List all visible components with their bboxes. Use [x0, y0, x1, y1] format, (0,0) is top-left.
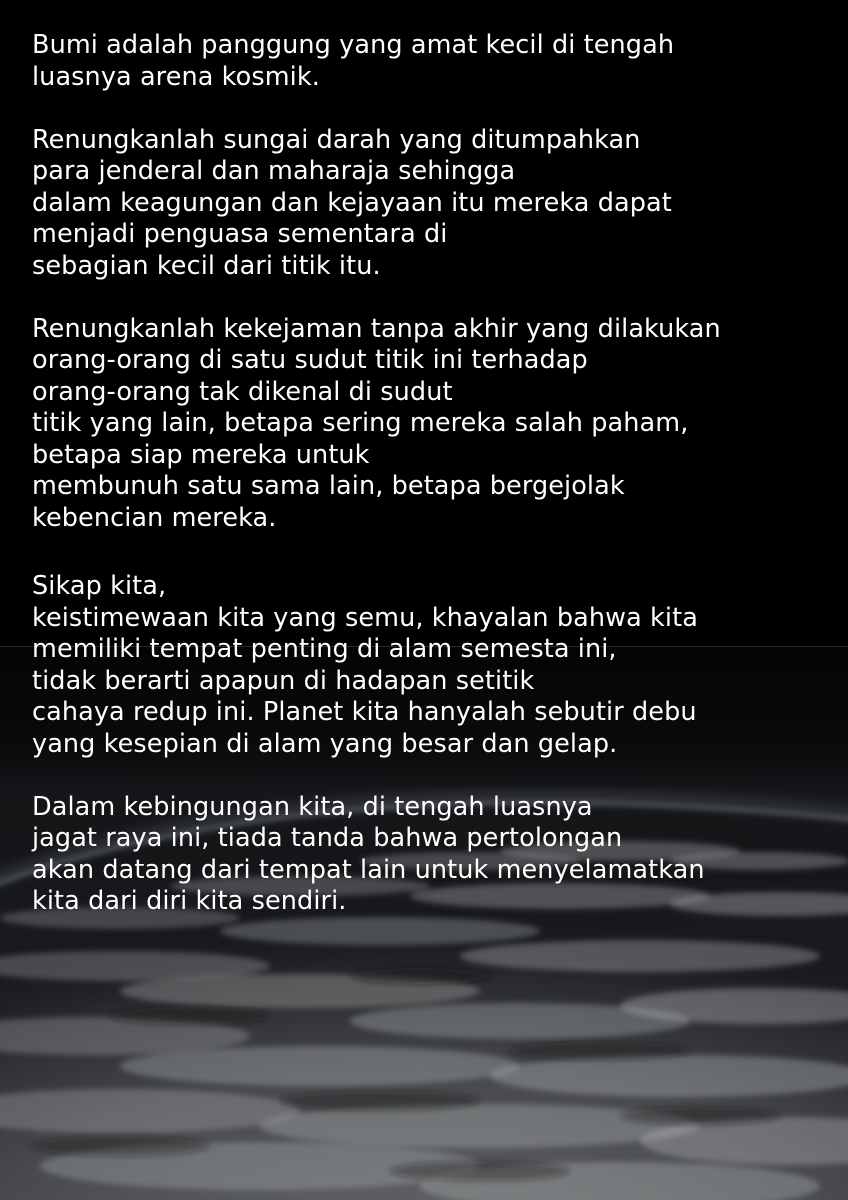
text-line: keistimewaan kita yang semu, khayalan bahwa kita — [32, 602, 698, 633]
text-line: memiliki tempat penting di alam semesta ini, — [32, 634, 617, 664]
text-line: para jenderal dan maharaja sehingga — [32, 156, 516, 186]
text-line: dalam keagungan dan kejayaan itu mereka dapat — [32, 187, 672, 218]
text-line: menjadi penguasa sementara di — [32, 219, 448, 249]
paragraph-1 — [32, 30, 832, 93]
text-line: jagat raya ini, tiada tanda bahwa pertolongan — [32, 823, 623, 853]
text-line: kita dari diri kita sendiri. — [32, 886, 347, 916]
text-line: luasnya arena kosmik. — [32, 61, 320, 92]
text-line: Sikap kita, — [32, 571, 167, 601]
text-line: Bumi adalah panggung yang amat kecil di tengah — [32, 30, 675, 60]
text-line: orang-orang di satu sudut titik ini terhadap — [32, 345, 588, 375]
text-line: akan datang dari tempat lain untuk menyelamatkan — [32, 854, 705, 885]
paragraph-5 — [32, 792, 832, 918]
text-line: Renungkanlah kekejaman tanpa akhir yang dilakukan — [32, 313, 721, 344]
text-line: titik yang lain, betapa sering mereka salah paham, — [32, 408, 689, 438]
text-line: cahaya redup ini. Planet kita hanyalah sebutir debu — [32, 697, 697, 727]
text-line: yang kesepian di alam yang besar dan gelap. — [32, 728, 618, 759]
text-line: kebencian mereka. — [32, 502, 277, 533]
text-line: tidak berarti apapun di hadapan setitik — [32, 665, 535, 696]
text-line: Renungkanlah sungai darah yang ditumpahkan — [32, 124, 641, 155]
text-line: betapa siap mereka untuk — [32, 439, 370, 470]
paragraph-3 — [32, 314, 832, 535]
text-line: orang-orang tak dikenal di sudut — [32, 376, 453, 407]
paragraph-2 — [32, 125, 832, 283]
text-line: Dalam kebingungan kita, di tengah luasnya — [32, 791, 593, 822]
text-line: sebagian kecil dari titik itu. — [32, 250, 381, 281]
quote-text — [32, 30, 832, 949]
paragraph-4 — [32, 571, 832, 760]
text-line: membunuh satu sama lain, betapa bergejolak — [32, 471, 625, 501]
